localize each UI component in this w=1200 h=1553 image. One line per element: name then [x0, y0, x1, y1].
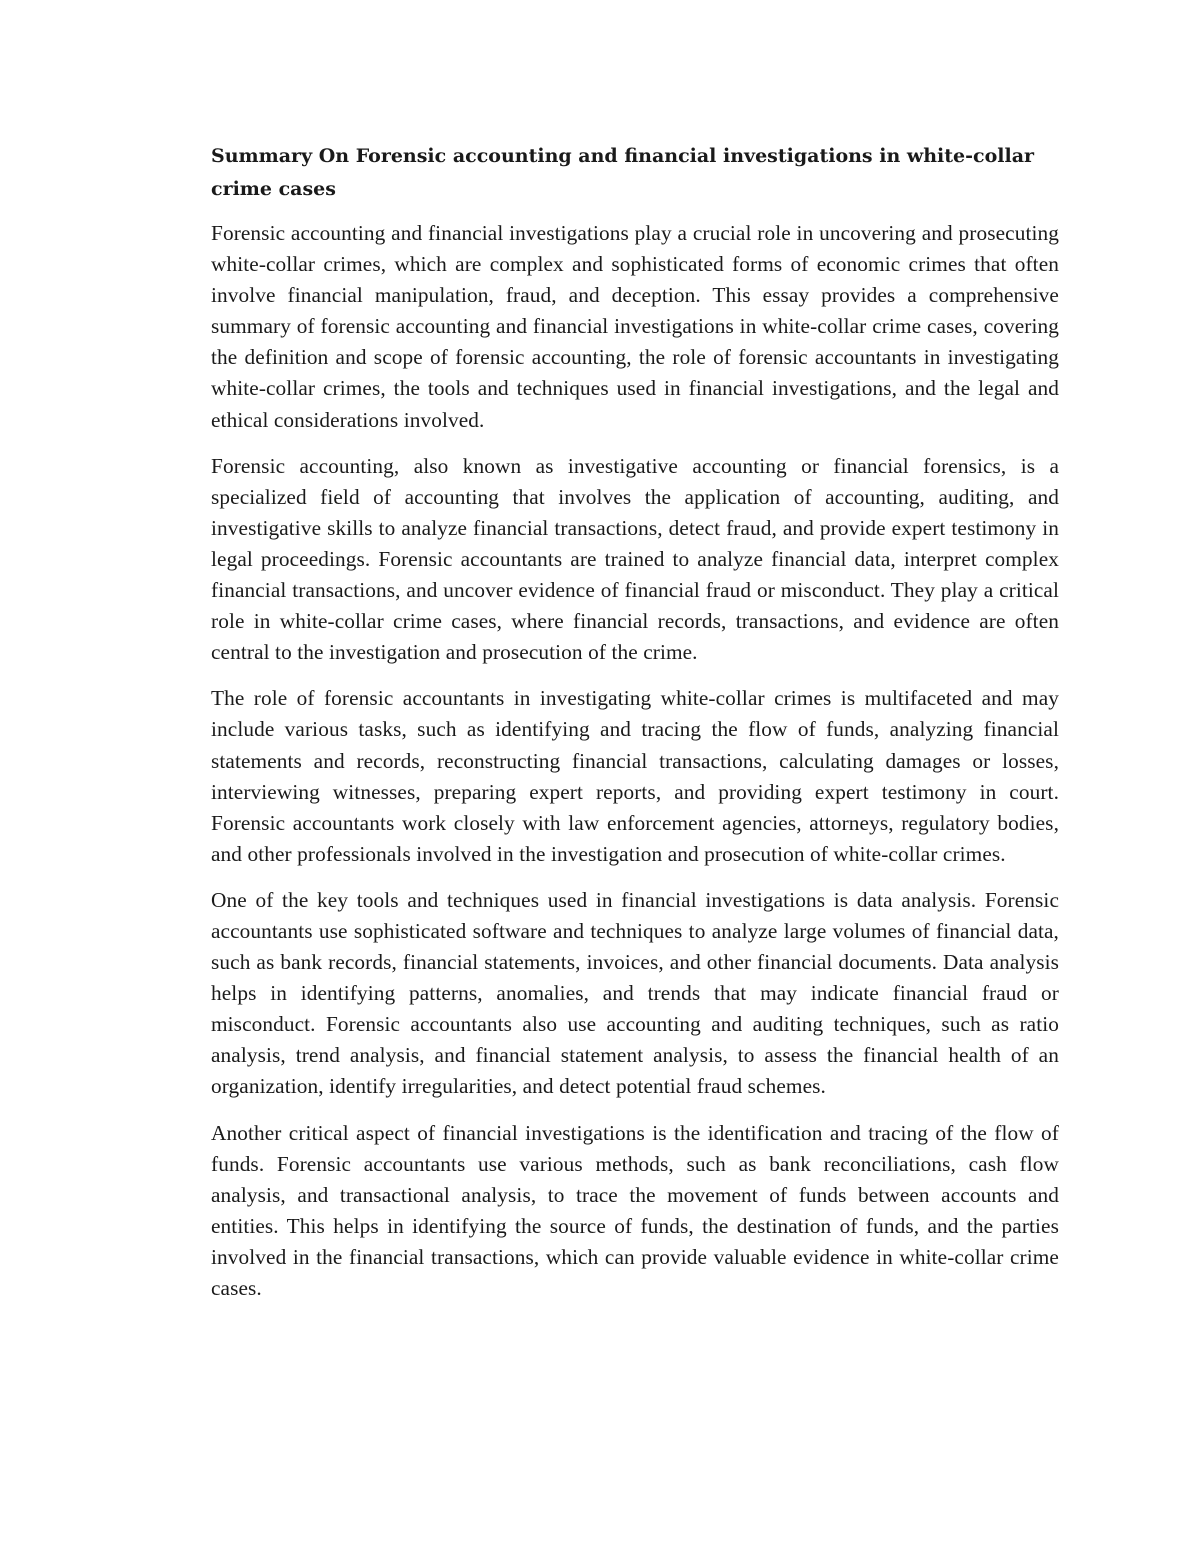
- paragraph-2: Forensic accounting, also known as investigative accounting or financial forensics, is a specialized field of accounting that involves the application of accounting, auditing, and investigative skills to analyze financial transactions, detect fraud, and provide expert testimony in legal proceedings. Forensic accountants are trained to analyze financial data, interpret complex financial transactions, and uncover evidence of financial fraud or misconduct. They play a critical role in white-collar crime cases, where financial records, transactions, and evidence are often central to the investigation and prosecution of the crime.: [211, 453, 1059, 665]
- paragraph-4: One of the key tools and techniques used in financial investigations is data analysis. Forensic accountants use sophisticated software and techniques to analyze large volumes of financial data, such as bank records, financial statements, invoices, and other financial documents. Data analysis helps in identifying patterns, anomalies, and trends that may indicate financial fraud or misconduct. Forensic accountants also use accounting and auditing techniques, such as ratio analysis, trend analysis, and financial statement analysis, to assess the financial health of an organization, identify irregularities, and detect potential fraud schemes.: [211, 887, 1059, 1099]
- paragraph-1: Forensic accounting and financial investigations play a crucial role in uncovering and prosecuting white-collar crimes, which are complex and sophisticated forms of economic crimes that often involve financial manipulation, fraud, and deception. This essay provides a comprehensive summary of forensic accounting and financial investigations in white-collar crime cases, covering the definition and scope of forensic accounting, the role of forensic accountants in investigating white-collar crimes, the tools and techniques used in financial investigations, and the legal and ethical considerations involved.: [211, 221, 1059, 432]
- document-body: [211, 140, 1059, 1319]
- document-title: Summary On Forensic accounting and financial investigations in white-collar crime cases: [211, 145, 1035, 200]
- paragraph-3: The role of forensic accountants in investigating white-collar crimes is multifaceted and may include various tasks, such as identifying and tracing the flow of funds, analyzing financial statements and records, reconstructing financial transactions, calculating damages or losses, interviewing witnesses, preparing expert reports, and providing expert testimony in court. Forensic accountants work closely with law enforcement agencies, attorneys, regulatory bodies, and other professionals involved in the investigation and prosecution of white-collar crimes.: [211, 686, 1059, 866]
- paragraph-5: Another critical aspect of financial investigations is the identification and tracing of the flow of funds. Forensic accountants use various methods, such as bank reconciliations, cash flow analysis, and transactional analysis, to trace the movement of funds between accounts and entities. This helps in identifying the source of funds, the destination of funds, and the parties involved in the financial transactions, which can provide valuable evidence in white-collar crime cases.: [211, 1120, 1059, 1300]
